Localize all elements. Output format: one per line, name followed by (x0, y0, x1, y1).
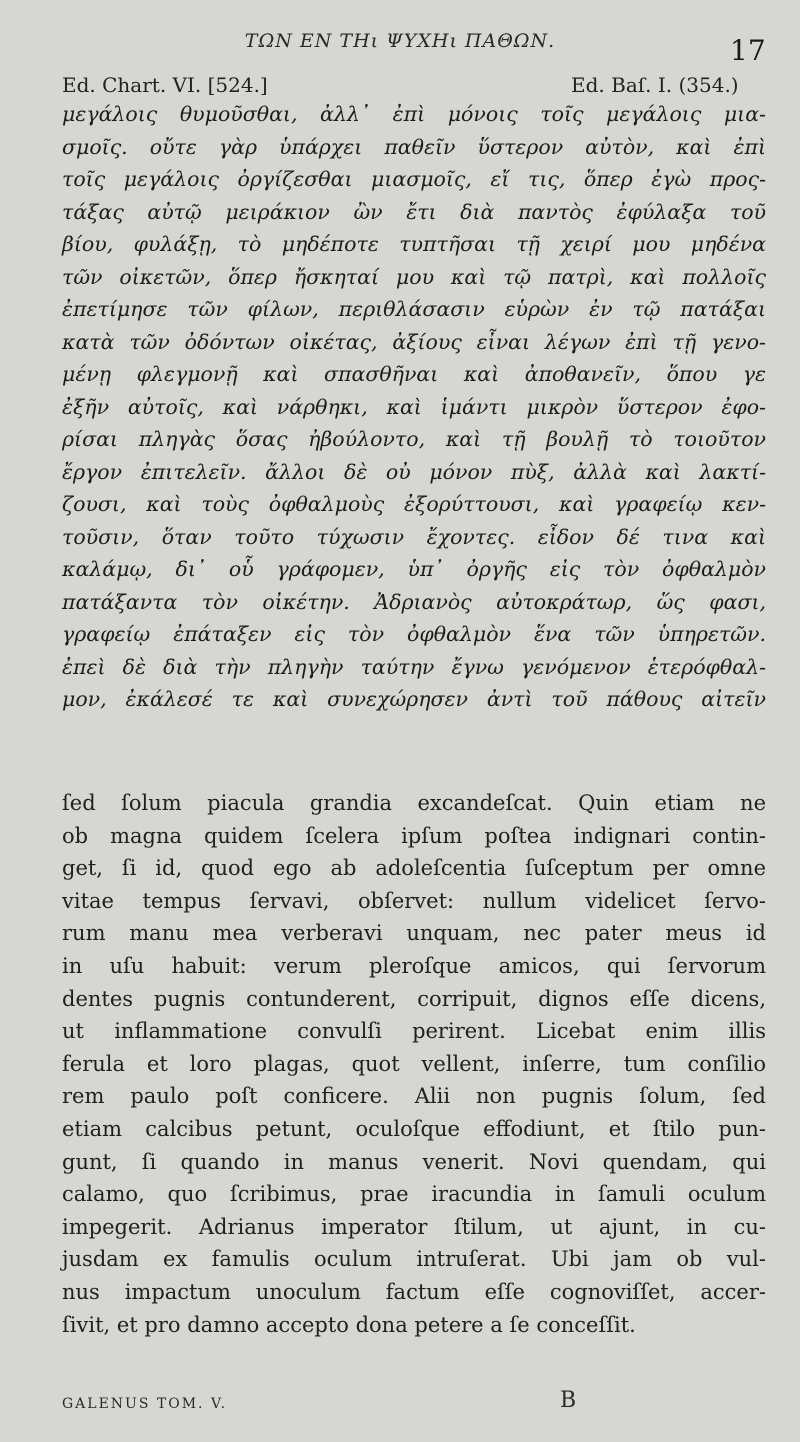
signature-mark: B (560, 1388, 577, 1413)
latin-text-line: ſed ſolum piacula grandia excandeſcat. Quin etiam ne (62, 791, 766, 815)
greek-text-line: πατάξαντα τὸν οἰκέτην. Ἀδριανὸς αὐτοκράτωρ, ὥς φασι, (62, 589, 766, 614)
latin-text-line: rum manu mea verberavi unquam, nec pater meus id (62, 921, 766, 946)
greek-text-line: μον, ἐκάλεσέ τε καὶ συνεχώρησεν ἀντὶ τοῦ πάθους αἰτεῖν (62, 687, 766, 711)
greek-text-line: σμοῖς. οὔτε γὰρ ὑπάρχει παθεῖν ὕστερον αὐτὸν, καὶ ἐπὶ (62, 134, 766, 159)
latin-text-line: jusdam ex famulis oculum intruſerat. Ubi jam ob vul- (62, 1247, 766, 1272)
latin-text-line: ſivit, et pro damno accepto dona petere a ſe conceſſit. (62, 1312, 636, 1337)
latin-text-line: in uſu habuit: verum pleroſque amicos, qui ſervorum (62, 953, 766, 978)
greek-text-line: καλάμῳ, δι᾽ οὗ γράφομεν, ὑπ᾽ ὀργῆς εἰς τὸν ὀφθαλμὸν (62, 557, 766, 581)
latin-text-line: impegerit. Adrianus imperator ſtilum, ut ajunt, in cu- (62, 1214, 766, 1239)
latin-text-line: rem paulo poſt conficere. Alii non pugnis ſolum, ſed (62, 1084, 766, 1109)
latin-text-line: calamo, quo ſcribimus, prae iracundia in ſamuli oculum (62, 1182, 766, 1207)
greek-text-line: ζουσι, καὶ τοὺς ὀφθαλμοὺς ἐξορύττουσι, καὶ γραφείῳ κεν- (62, 492, 766, 516)
greek-text-line: ἔργον ἐπιτελεῖν. ἄλλοι δὲ οὐ μόνον πὺξ, ἀλλὰ καὶ λακτί- (62, 459, 766, 484)
greek-text-line: ρίσαι πληγὰς ὅσας ἠβούλοντο, καὶ τῇ βουλῇ τὸ τοιοῦτον (62, 427, 766, 451)
edition-reference-basel: Ed. Baſ. I. (354.) (571, 73, 739, 97)
latin-text-line: etiam calcibus petunt, oculoſque effodiunt, et ſtilo pun- (62, 1116, 766, 1141)
latin-text-line: dentes pugnis contunderent, corripuit, dignos eſſe dicens, (62, 986, 766, 1011)
greek-text-line: βίου, φυλάξῃ, τὸ μηδέποτε τυπτῆσαι τῇ χειρί μου μηδένα (62, 232, 766, 256)
latin-text-line: ferula et loro plagas, quot vellent, inſerre, tum conſilio (62, 1051, 766, 1076)
greek-text-line: μεγάλοις θυμοῦσθαι, ἀλλ᾽ ἐπὶ μόνοις τοῖς μεγάλοις μια- (62, 102, 766, 126)
latin-text-line: nus impactum unoculum factum eſſe cognoviſſet, accer- (62, 1279, 766, 1304)
edition-reference-chartier: Ed. Chart. VI. [524.] (62, 73, 268, 97)
page-number: 17 (730, 34, 766, 67)
latin-text-block (62, 787, 766, 1341)
greek-text-line: ἐπετίμησε τῶν φίλων, περιθλάσασιν εὑρὼν ἐν τῷ πατάξαι (62, 297, 766, 321)
running-head: ΤΩΝ ΕΝ ΤΗι ΨΥΧΗι ΠΑΘΩΝ. (244, 30, 556, 52)
latin-text-line: get, ſi id, quod ego ab adoleſcentia ſuſceptum per omne (62, 856, 766, 881)
greek-text-line: τάξας αὐτῷ μειράκιον ὢν ἔτι διὰ παντὸς ἐφύλαξα τοῦ (62, 199, 766, 224)
latin-text-line: vitae tempus ſervavi, obſervet: nullum videlicet ſervo- (62, 888, 766, 913)
greek-text-line: τοῦσιν, ὅταν τοῦτο τύχωσιν ἔχοντες. εἶδον δέ τινα καὶ (62, 524, 766, 549)
latin-text-line: gunt, ſi quando in manus venerit. Novi quendam, qui (62, 1149, 766, 1174)
latin-text-line: ob magna quidem ſcelera ipſum poſtea indignari contin- (62, 823, 766, 848)
greek-text-line: μένῃ φλεγμονῇ καὶ σπασθῆναι καὶ ἀποθανεῖν, ὅπου γε (62, 362, 766, 386)
greek-text-line: τοῖς μεγάλοις ὀργίζεσθαι μιασμοῖς, εἴ τις, ὅπερ ἐγὼ προς- (62, 167, 766, 191)
greek-text-line: τῶν οἰκετῶν, ὅπερ ἤσκηταί μου καὶ τῷ πατρὶ, καὶ πολλοῖς (62, 264, 766, 289)
latin-text-line: ut inflammatione convulſi perirent. Licebat enim illis (62, 1019, 766, 1044)
greek-text-line: κατὰ τῶν ὀδόντων οἰκέτας, ἀξίους εἶναι λέγων ἐπὶ τῇ γενο- (62, 329, 766, 354)
greek-text-line: ἐξῆν αὐτοῖς, καὶ νάρθηκι, καὶ ἱμάντι μικρὸν ὕστερον ἐφο- (62, 394, 766, 419)
greek-text-line: γραφείῳ ἐπάταξεν εἰς τὸν ὀφθαλμὸν ἕνα τῶν ὑπηρετῶν. (62, 622, 766, 646)
greek-text-block (62, 98, 766, 716)
greek-text-line: ἐπεὶ δὲ διὰ τὴν πληγὴν ταύτην ἔγνω γενόμενον ἑτερόφθαλ- (62, 654, 766, 679)
signature-line: GALENUS TOM. V. (62, 1396, 228, 1412)
